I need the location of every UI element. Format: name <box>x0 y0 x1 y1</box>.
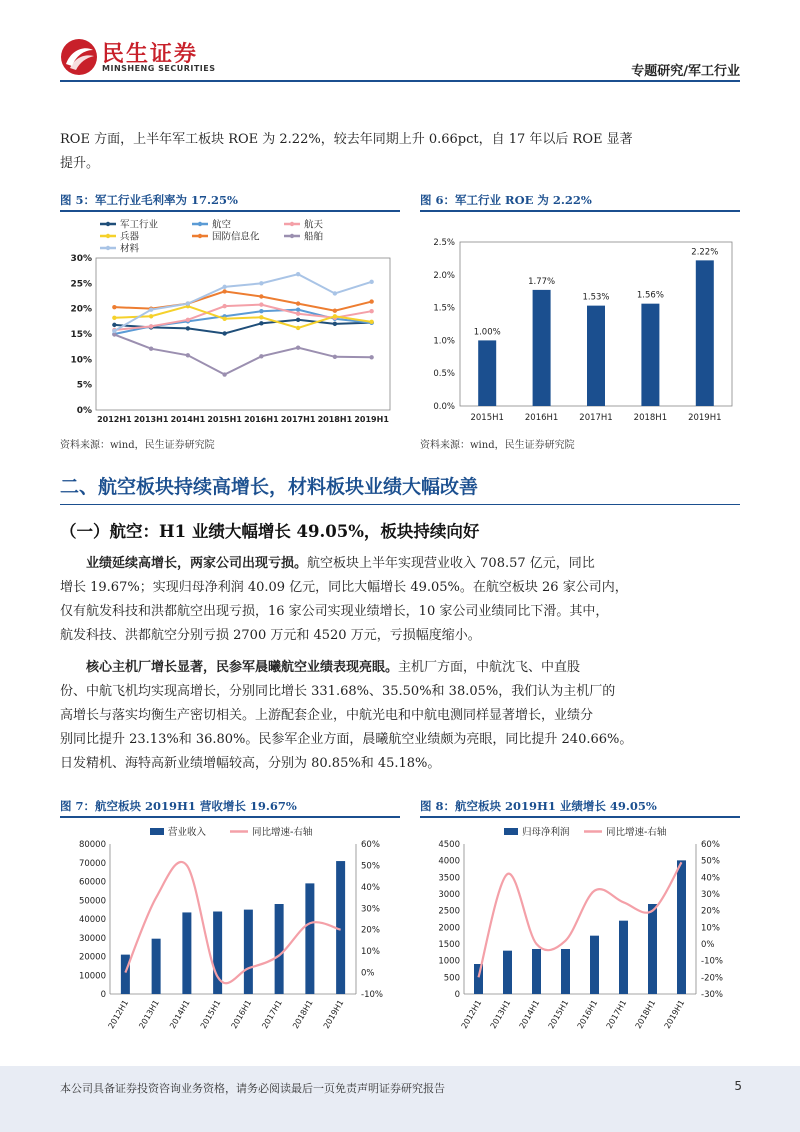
fig7-chart <box>60 822 400 1050</box>
fig5-x-tick: 2014H1 <box>170 415 206 424</box>
fig5-x-tick: 2018H1 <box>317 415 353 424</box>
fig5-point <box>369 320 373 324</box>
fig5-y-tick: 25% <box>70 279 92 290</box>
fig5-point <box>149 314 153 318</box>
fig5-plot-frame <box>96 258 390 410</box>
fig6-x-tick: 2019H1 <box>688 413 722 423</box>
fig7-x-tick: 2019H1 <box>321 998 346 1031</box>
fig5-y-tick: 0% <box>76 406 92 416</box>
intro-line-1: ROE 方面，上半年军工板块 ROE 为 2.22%，较去年同期上升 0.66pct，自 17 年以后 ROE 显著 <box>60 132 633 147</box>
paragraph-2-line-3: 高增长与落实均衡生产密切相关。上游配套企业，中航光电和中航电测同样显著增长，业绩分 <box>60 708 594 723</box>
fig7-title: 图 7：航空板块 2019H1 营收增长 19.67% <box>60 799 297 813</box>
fig8-y-left-tick: 3000 <box>438 890 460 900</box>
fig6-y-tick: 2.0% <box>433 270 455 281</box>
fig5-legend-marker <box>106 246 110 250</box>
fig8-y-left-tick: 1500 <box>438 940 460 950</box>
header-divider <box>60 80 740 82</box>
paragraph-2 <box>60 656 740 776</box>
fig5-x-tick: 2016H1 <box>244 415 279 424</box>
fig8-bar <box>532 949 541 994</box>
fig5-point <box>333 291 337 295</box>
fig5-legend-marker <box>198 222 202 226</box>
fig7-x-tick: 2014H1 <box>168 998 192 1031</box>
subsection-heading: （一）航空：H1 业绩大幅增长 49.05%，板块持续向好 <box>60 522 480 541</box>
logo <box>60 38 98 76</box>
fig7-y-left-tick: 20000 <box>78 952 106 963</box>
fig5-source: 资料来源：wind，民生证券研究院 <box>60 440 215 451</box>
fig5-y-tick: 15% <box>70 330 92 340</box>
fig7-y-left-tick: 70000 <box>78 858 106 869</box>
fig5-point <box>259 281 263 285</box>
paragraph-2-line-1 <box>60 656 740 680</box>
fig8-x-tick: 2015H1 <box>546 998 571 1031</box>
fig5-point <box>222 285 226 289</box>
fig6-y-tick: 0.5% <box>433 369 455 380</box>
fig5-legend-label: 军工行业 <box>120 219 159 231</box>
paragraph-2-text: 主机厂方面，中航沈飞、中直股 <box>398 660 581 675</box>
fig5-y-tick: 30% <box>70 254 92 264</box>
fig6-bar <box>478 340 496 406</box>
fig5-point <box>333 308 337 312</box>
fig8-x-tick: 2018H1 <box>633 998 658 1031</box>
fig5-legend-marker <box>106 222 110 226</box>
report-type: 专题研究/军工行业 <box>631 64 740 79</box>
fig5-y-tick: 10% <box>70 355 92 366</box>
fig8-title-rule <box>420 816 740 818</box>
paragraph-1 <box>60 552 740 648</box>
fig5-point <box>259 321 263 325</box>
fig6-bar <box>587 306 605 406</box>
fig5-point <box>222 304 226 308</box>
fig6-y-tick: 2.5% <box>433 238 455 248</box>
fig8-y-right-tick: -10% <box>701 956 723 967</box>
fig5-point <box>296 326 300 330</box>
fig5-legend-label: 航空 <box>212 219 232 231</box>
fig6-data-label: 1.56% <box>636 290 664 301</box>
fig7-x-tick: 2018H1 <box>291 998 315 1031</box>
fig5-legend-label: 材料 <box>120 243 140 255</box>
fig7-y-left-tick: 80000 <box>78 840 106 850</box>
fig8-y-left-tick: 4500 <box>438 840 460 850</box>
fig5-point <box>369 299 373 303</box>
fig8-y-left-tick: 2000 <box>438 923 460 934</box>
logo-mark-icon <box>60 38 98 76</box>
fig5-legend-marker <box>290 234 294 238</box>
fig5-legend-label: 国防信息化 <box>212 231 260 243</box>
fig8-legend-line-label: 同比增速-右轴 <box>606 827 667 838</box>
fig8-y-left-tick: 1000 <box>438 956 460 967</box>
fig6-data-label: 1.53% <box>582 292 610 303</box>
fig8-title: 图 8：航空板块 2019H1 业绩增长 49.05% <box>420 799 657 813</box>
fig5-point <box>369 280 373 284</box>
fig5-point <box>149 324 153 328</box>
paragraph-1-text: 航空板块上半年实现营业收入 708.57 亿元，同比 <box>307 556 595 571</box>
fig8-bar <box>561 949 570 994</box>
fig5-x-tick: 2017H1 <box>280 415 316 424</box>
fig5-legend-marker <box>290 222 294 226</box>
fig8-y-left-tick: 2500 <box>438 906 460 917</box>
fig7-y-left-tick: 10000 <box>78 971 106 982</box>
footer <box>0 1066 800 1132</box>
fig5-point <box>149 307 153 311</box>
fig8-bar <box>677 860 686 994</box>
fig5-point <box>222 372 226 376</box>
fig5-point <box>186 326 190 330</box>
brand-name-cn: 民生证券 <box>102 42 199 67</box>
fig6-x-tick: 2017H1 <box>579 413 613 423</box>
fig7-x-tick: 2013H1 <box>137 998 161 1031</box>
fig5-legend-marker <box>198 234 202 238</box>
fig5-series-line <box>114 310 371 334</box>
fig7-y-left-tick: 40000 <box>78 915 106 925</box>
fig5-point <box>296 345 300 349</box>
brand-name-en: MINSHENG SECURITIES <box>102 64 216 73</box>
fig6-data-label: 1.77% <box>528 276 556 287</box>
paragraph-1-line-1 <box>60 552 740 576</box>
fig5-point <box>333 322 337 326</box>
fig8-legend-bar-swatch <box>504 828 518 835</box>
fig5-point <box>222 331 226 335</box>
fig6-bar <box>533 290 551 406</box>
fig5-series-line <box>114 274 371 331</box>
fig6-x-tick: 2018H1 <box>633 413 668 423</box>
paragraph-2-line-4: 别同比提升 23.13%和 36.80%。民参军企业方面，晨曦航空业绩颇为亮眼，同比提升 240.66%。 <box>60 732 633 747</box>
fig8-y-left-tick: 3500 <box>438 873 460 884</box>
fig8-x-tick: 2016H1 <box>575 998 600 1031</box>
fig6-bar <box>641 304 659 406</box>
fig5-point <box>333 355 337 359</box>
section-heading: 二、航空板块持续高增长，材料板块业绩大幅改善 <box>60 476 479 498</box>
fig7-y-right-tick: 20% <box>361 925 380 936</box>
fig5-legend-marker <box>106 234 110 238</box>
fig5-point <box>186 353 190 357</box>
paragraph-1-line-4: 航发科技、洪都航空分别亏损 2700 万元和 4520 万元，亏损幅度缩小。 <box>60 628 481 643</box>
fig6-bar <box>696 260 714 406</box>
fig8-x-tick: 2017H1 <box>604 998 629 1031</box>
fig7-x-tick: 2012H1 <box>106 998 131 1031</box>
fig5-point <box>186 301 190 305</box>
fig5-y-tick: 20% <box>70 304 92 315</box>
fig7-legend-bar-swatch <box>150 828 164 835</box>
fig5-point <box>222 289 226 293</box>
fig7-y-right-tick: 50% <box>361 861 380 872</box>
fig7-bar <box>244 910 253 994</box>
fig8-y-right-tick: 0% <box>701 940 715 950</box>
fig8-y-right-tick: 60% <box>701 840 720 850</box>
fig7-bar <box>305 883 314 994</box>
fig5-point <box>259 302 263 306</box>
fig7-x-tick: 2016H1 <box>229 998 254 1031</box>
fig8-y-right-tick: 40% <box>701 873 720 884</box>
fig5-x-tick: 2013H1 <box>133 415 169 424</box>
fig7-legend-bar-label: 营业收入 <box>168 827 207 838</box>
paragraph-1-lead: 业绩延续高增长，两家公司出现亏损。 <box>86 556 308 571</box>
paragraph-1-line-3: 仅有航发科技和洪都航空出现亏损，16 家公司实现业绩增长，10 家公司业绩同比下滑。其中， <box>60 604 609 619</box>
fig8-y-right-tick: -30% <box>701 990 723 1000</box>
fig5-point <box>186 318 190 322</box>
fig6-y-tick: 0.0% <box>433 402 455 412</box>
fig7-legend-line-label: 同比增速-右轴 <box>252 827 313 838</box>
paragraph-2-lead: 核心主机厂增长显著，民参军晨曦航空业绩表现亮眼。 <box>86 660 399 675</box>
fig8-x-tick: 2019H1 <box>662 998 687 1031</box>
fig5-point <box>333 314 337 318</box>
fig5-legend-label: 船舶 <box>304 231 324 243</box>
fig6-data-label: 1.00% <box>473 327 501 338</box>
fig6-y-tick: 1.5% <box>433 303 455 314</box>
fig5-point <box>296 318 300 322</box>
intro-line-2: 提升。 <box>60 156 100 171</box>
fig5-point <box>369 309 373 313</box>
fig6-chart <box>420 214 740 432</box>
fig6-x-tick: 2016H1 <box>524 413 559 423</box>
fig5-point <box>112 323 116 327</box>
fig8-y-right-tick: 10% <box>701 923 720 934</box>
fig8-y-right-tick: 50% <box>701 856 720 867</box>
footer-disclaimer: 本公司具备证券投资咨询业务资格，请务必阅读最后一页免责声明证券研究报告 <box>60 1082 445 1095</box>
fig5-point <box>112 329 116 333</box>
fig8-bar <box>619 921 628 994</box>
fig5-point <box>149 346 153 350</box>
fig6-x-tick: 2015H1 <box>470 413 504 423</box>
fig5-point <box>296 307 300 311</box>
fig7-y-right-tick: 30% <box>361 904 380 915</box>
fig7-title-rule <box>60 816 400 818</box>
fig5-x-tick: 2019H1 <box>354 415 389 424</box>
fig5-point <box>259 309 263 313</box>
fig8-chart <box>420 822 740 1050</box>
fig5-point <box>112 305 116 309</box>
fig7-y-right-tick: 10% <box>361 947 380 958</box>
fig8-y-left-tick: 500 <box>443 973 460 984</box>
fig5-point <box>112 316 116 320</box>
fig8-y-left-tick: 0 <box>454 990 460 1000</box>
fig5-x-tick: 2015H1 <box>207 415 242 424</box>
fig5-point <box>222 317 226 321</box>
fig8-y-right-tick: 30% <box>701 890 720 900</box>
fig7-y-left-tick: 0 <box>100 990 106 1000</box>
section-heading-rule <box>60 504 740 505</box>
intro-paragraph <box>60 128 740 176</box>
paragraph-1-line-2: 增长 19.67%；实现归母净利润 40.09 亿元，同比大幅增长 49.05%。在航空板块 26 家公司内， <box>60 580 628 595</box>
fig8-bar <box>503 951 512 994</box>
fig8-bar <box>648 904 657 994</box>
fig7-bar <box>152 939 161 994</box>
fig8-x-tick: 2013H1 <box>488 998 513 1031</box>
fig7-y-left-tick: 50000 <box>78 896 106 907</box>
fig5-point <box>259 294 263 298</box>
fig5-point <box>296 312 300 316</box>
fig5-point <box>369 355 373 359</box>
fig7-y-right-tick: -10% <box>361 990 383 1000</box>
fig5-point <box>259 315 263 319</box>
fig5-point <box>296 301 300 305</box>
fig5-x-tick: 2012H1 <box>97 415 132 424</box>
paragraph-2-line-2: 份、中航飞机均实现高增长，分别同比增长 331.68%、35.50%和 38.05%，我们认为主机厂的 <box>60 684 616 699</box>
fig8-x-tick: 2012H1 <box>459 998 484 1031</box>
fig7-x-tick: 2017H1 <box>260 998 284 1031</box>
fig7-bar <box>121 955 130 994</box>
fig5-point <box>259 354 263 358</box>
fig8-y-left-tick: 4000 <box>438 856 460 867</box>
fig5-legend-label: 兵器 <box>120 231 140 243</box>
fig5-chart <box>60 214 400 432</box>
fig5-point <box>296 272 300 276</box>
fig5-series-line <box>114 335 371 375</box>
fig7-bar <box>182 912 191 994</box>
fig8-bar <box>590 936 599 994</box>
fig5-title-rule <box>60 210 400 212</box>
fig5-y-tick: 5% <box>76 380 92 391</box>
fig7-y-left-tick: 60000 <box>78 877 106 888</box>
fig6-title: 图 6：军工行业 ROE 为 2.22% <box>420 193 592 207</box>
fig8-y-right-tick: 20% <box>701 906 720 917</box>
fig6-source: 资料来源：wind，民生证券研究院 <box>420 440 575 451</box>
fig7-y-right-tick: 40% <box>361 882 380 893</box>
fig8-legend-bar-label: 归母净利润 <box>522 827 570 838</box>
fig7-y-right-tick: 60% <box>361 840 380 850</box>
paragraph-2-line-5: 日发精机、海特高新业绩增幅较高，分别为 80.85%和 45.18%。 <box>60 756 441 771</box>
fig8-x-tick: 2014H1 <box>517 998 542 1031</box>
fig5-title: 图 5：军工行业毛利率为 17.25% <box>60 193 238 207</box>
fig7-bar <box>275 904 284 994</box>
fig7-x-tick: 2015H1 <box>198 998 223 1031</box>
page-number: 5 <box>734 1079 742 1093</box>
fig8-y-right-tick: -20% <box>701 973 723 984</box>
fig6-y-tick: 1.0% <box>433 336 455 347</box>
fig5-legend-label: 航天 <box>304 219 324 231</box>
fig6-data-label: 2.22% <box>691 247 719 258</box>
fig7-y-left-tick: 30000 <box>78 933 106 944</box>
fig6-title-rule <box>420 210 740 212</box>
fig7-y-right-tick: 0% <box>361 968 375 979</box>
